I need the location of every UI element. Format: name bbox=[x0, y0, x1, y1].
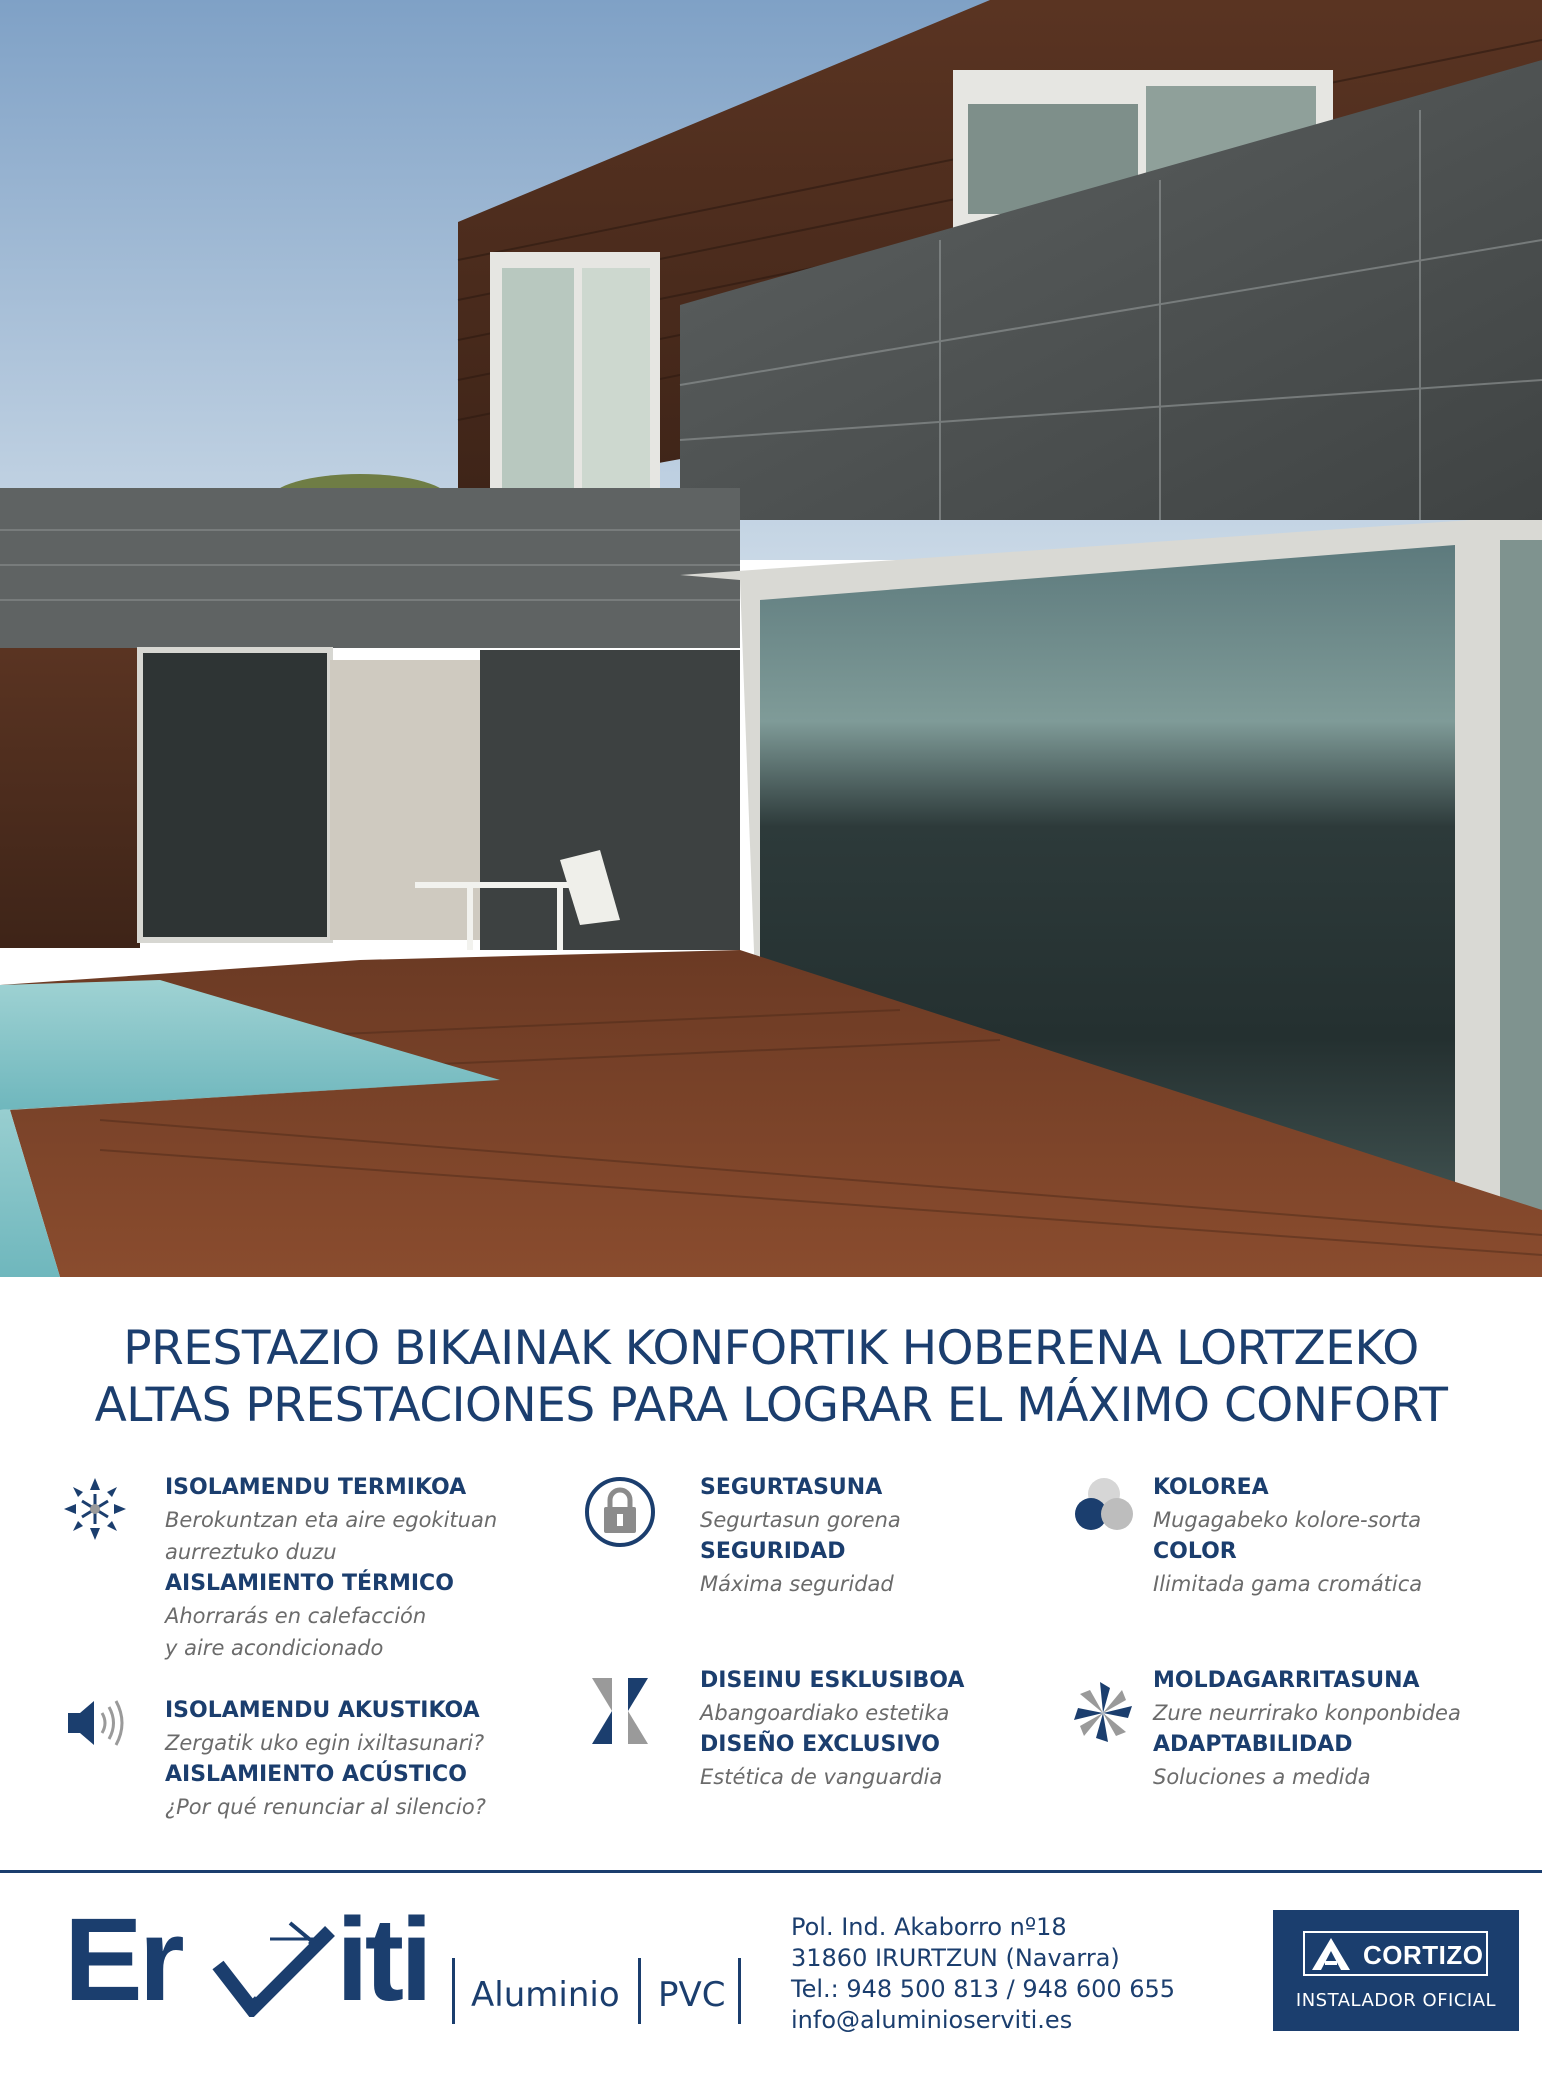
feature-desc-eu: aurreztuko duzu bbox=[165, 1540, 337, 1564]
feature-color bbox=[1153, 1472, 1422, 1600]
address-line-2: 31860 IRURTZUN (Navarra) bbox=[791, 1944, 1120, 1972]
feature-title-es: ADAPTABILIDAD bbox=[1153, 1732, 1353, 1757]
feature-desc-es: Estética de vanguardia bbox=[700, 1765, 943, 1789]
feature-title-eu: MOLDAGARRITASUNA bbox=[1153, 1668, 1420, 1693]
feature-desc-eu: Berokuntzan eta aire egokituan bbox=[165, 1508, 498, 1532]
phone-text: Tel.: 948 500 813 / 948 600 655 bbox=[791, 1975, 1176, 2003]
logo-separator bbox=[638, 1958, 641, 2024]
feature-thermal bbox=[165, 1472, 497, 1664]
feature-desc-es: Ahorrarás en calefacción bbox=[165, 1604, 427, 1628]
padlock-icon bbox=[584, 1476, 656, 1553]
feature-title-es: COLOR bbox=[1153, 1539, 1237, 1564]
feature-desc-eu: Abangoardiako estetika bbox=[700, 1701, 950, 1725]
feature-desc-es: ¿Por qué renunciar al silencio? bbox=[165, 1795, 486, 1819]
headline-basque: PRESTAZIO BIKAINAK KONFORTIK HOBERENA LORTZEKO bbox=[123, 1321, 1419, 1376]
cortizo-subtitle: INSTALADOR OFICIAL bbox=[1295, 1990, 1497, 2011]
feature-title-es: AISLAMIENTO ACÚSTICO bbox=[165, 1762, 467, 1787]
feature-title-es: DISEÑO EXCLUSIVO bbox=[700, 1732, 940, 1757]
headline-spanish: ALTAS PRESTACIONES PARA LOGRAR EL MÁXIMO CONFORT bbox=[94, 1378, 1448, 1433]
color-circles-icon bbox=[1072, 1476, 1136, 1539]
logo-separator bbox=[452, 1958, 455, 2024]
feature-desc-es: Soluciones a medida bbox=[1153, 1765, 1371, 1789]
logo-text-right: iti bbox=[336, 1894, 429, 2026]
feature-desc-es: Ilimitada gama cromática bbox=[1153, 1572, 1423, 1596]
feature-acoustic bbox=[165, 1695, 486, 1823]
cortizo-brand-box bbox=[1303, 1931, 1488, 1976]
hourglass-design-icon bbox=[590, 1678, 650, 1749]
feature-desc-eu: Segurtasun gorena bbox=[700, 1508, 901, 1532]
logo-text-left: Er bbox=[64, 1894, 181, 2026]
feature-design bbox=[700, 1665, 964, 1793]
feature-title-eu: DISEINU ESKLUSIBOA bbox=[700, 1668, 965, 1693]
cortizo-badge bbox=[1273, 1910, 1519, 2031]
snowflake-sun-icon bbox=[64, 1478, 126, 1545]
cortizo-a-icon bbox=[1311, 1937, 1351, 1971]
checkmark-v-icon bbox=[212, 1917, 342, 2017]
feature-desc-eu: Mugagabeko kolore-sorta bbox=[1153, 1508, 1422, 1532]
speaker-icon bbox=[64, 1695, 130, 1756]
pinwheel-icon bbox=[1070, 1680, 1136, 1751]
feature-title-es: AISLAMIENTO TÉRMICO bbox=[165, 1571, 454, 1596]
email-link[interactable]: info@aluminioserviti.es bbox=[791, 2006, 1073, 2034]
feature-title-es: SEGURIDAD bbox=[700, 1539, 846, 1564]
logo-separator bbox=[738, 1958, 741, 2024]
address-line-1: Pol. Ind. Akaborro nº18 bbox=[791, 1913, 1067, 1941]
feature-desc-eu: Zure neurrirako konponbidea bbox=[1153, 1701, 1461, 1725]
feature-adaptability bbox=[1153, 1665, 1461, 1793]
footer-divider bbox=[0, 1870, 1542, 1873]
tag-pvc: PVC bbox=[658, 1975, 726, 2015]
feature-title-eu: SEGURTASUNA bbox=[700, 1475, 883, 1500]
feature-security bbox=[700, 1472, 901, 1600]
feature-title-eu: KOLOREA bbox=[1153, 1475, 1269, 1500]
feature-title-eu: ISOLAMENDU AKUSTIKOA bbox=[165, 1698, 480, 1723]
tag-aluminio: Aluminio bbox=[471, 1975, 620, 2015]
feature-desc-eu: Zergatik uko egin ixiltasunari? bbox=[165, 1731, 485, 1755]
feature-title-eu: ISOLAMENDU TERMIKOA bbox=[165, 1475, 467, 1500]
feature-desc-es: y aire acondicionado bbox=[165, 1636, 384, 1660]
cortizo-name: CORTIZO bbox=[1363, 1940, 1484, 1970]
feature-desc-es: Máxima seguridad bbox=[700, 1572, 894, 1596]
